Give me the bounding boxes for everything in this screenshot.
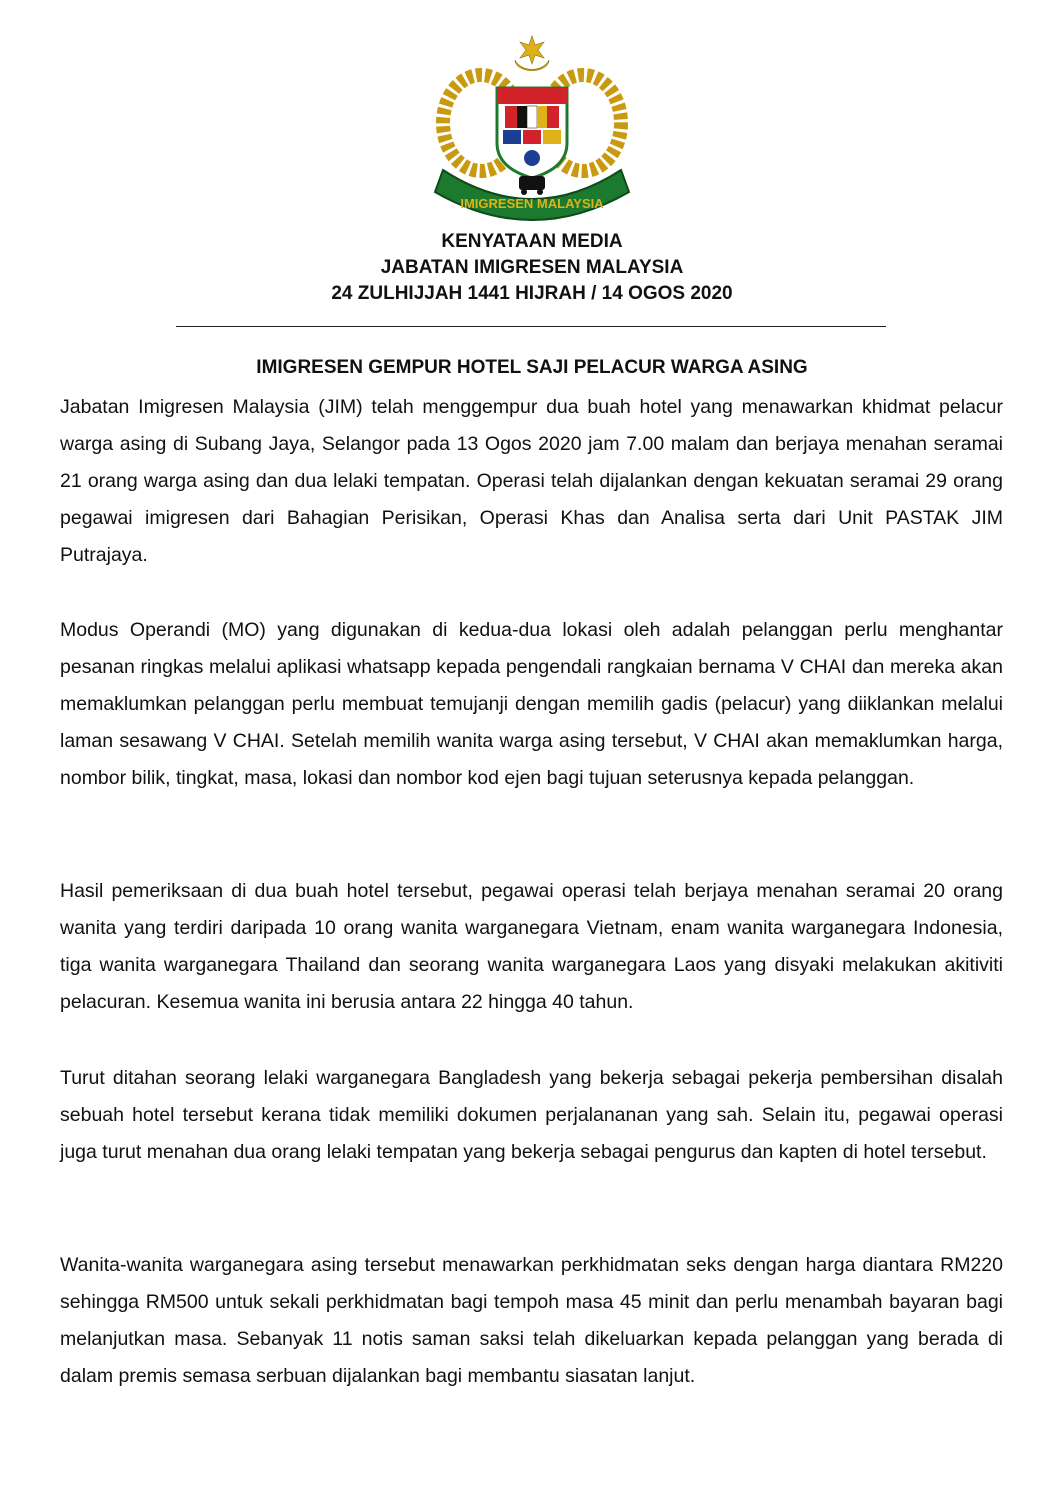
vehicle-icon: [519, 176, 545, 195]
paragraph: Turut ditahan seorang lelaki warganegara Bangladesh yang bekerja sebagai pekerja pembersihan disalah sebuah hotel tersebut kerana tidak memiliki dokumen perjalananan yang sah. Selain itu, pegawai operasi juga turut menahan dua orang lelaki tempatan yang bekerja sebagai pengurus dan kapten di hotel tersebut.: [60, 1067, 1003, 1163]
header-divider: [176, 326, 886, 327]
imigresen-emblem-icon: [425, 28, 639, 224]
paragraph: Modus Operandi (MO) yang digunakan di kedua-dua lokasi oleh adalah pelanggan perlu menghantar pesanan ringkas melalui aplikasi whatsapp kepada pengendali rangkaian bernama V CHAI dan mereka akan memaklumkan pelanggan perlu membuat temujanji dengan memilih gadis (pelacur) yang diiklankan melalui laman sesawang V CHAI. Setelah memilih wanita warga asing tersebut, V CHAI akan memaklumkan harga, nombor bilik, tingkat, masa, lokasi dan nombor kod ejen bagi tujuan seterusnya kepada pelanggan.: [60, 619, 1003, 789]
emblem-text: IMIGRESEN MALAYSIA: [460, 196, 604, 211]
header-title: KENYATAAN MEDIA: [441, 231, 623, 252]
header-department: JABATAN IMIGRESEN MALAYSIA: [380, 257, 684, 278]
shield-icon: [497, 88, 567, 178]
imigresen-logo: [425, 28, 639, 224]
headline: IMIGRESEN GEMPUR HOTEL SAJI PELACUR WARGA ASING: [256, 357, 808, 378]
header-date: 24 ZULHIJJAH 1441 HIJRAH / 14 OGOS 2020: [331, 283, 733, 304]
paragraph: Wanita-wanita warganegara asing tersebut menawarkan perkhidmatan seks dengan harga diantara RM220 sehingga RM500 untuk sekali perkhidmatan bagi tempoh masa 45 minit dan perlu menambah bayaran bagi melanjutkan masa. Sebanyak 11 notis saman saksi telah dikeluarkan kepada pelanggan yang berada di dalam premis semasa serbuan dijalankan bagi membantu siasatan lanjut.: [60, 1254, 1003, 1387]
paragraph: Hasil pemeriksaan di dua buah hotel tersebut, pegawai operasi telah berjaya menahan seramai 20 orang wanita yang terdiri daripada 10 orang wanita warganegara Vietnam, enam wanita warganegara Indonesia, tiga wanita warganegara Thailand dan seorang wanita warganegara Laos yang disyaki melakukan akitiviti pelacuran. Kesemua wanita ini berusia antara 22 hingga 40 tahun.: [60, 880, 1003, 1013]
star-icon: [520, 36, 544, 64]
paragraph: Jabatan Imigresen Malaysia (JIM) telah menggempur dua buah hotel yang menawarkan khidmat pelacur warga asing di Subang Jaya, Selangor pada 13 Ogos 2020 jam 7.00 malam dan berjaya menahan seramai 21 orang warga asing dan dua lelaki tempatan. Operasi telah dijalankan dengan kekuatan seramai 29 orang pegawai imigresen dari Bahagian Perisikan, Operasi Khas dan Analisa serta dari Unit PASTAK JIM Putrajaya.: [60, 396, 1003, 566]
statement-header: [0, 229, 1064, 307]
